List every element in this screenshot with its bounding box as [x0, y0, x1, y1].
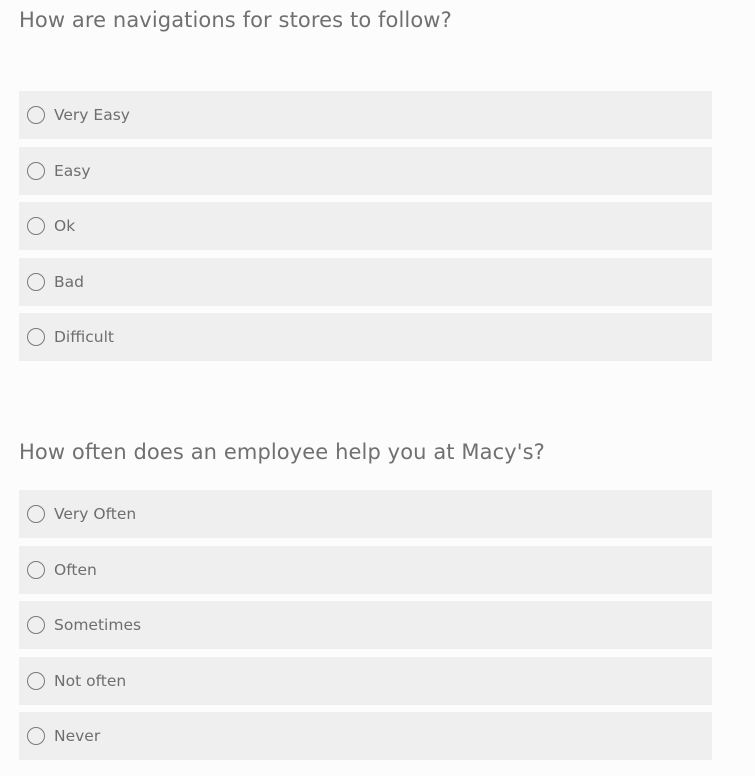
question-title-navigation: How are navigations for stores to follow? [19, 8, 452, 32]
radio-button-icon[interactable] [27, 727, 45, 745]
option-label: Never [54, 727, 101, 745]
radio-group-navigation [19, 91, 712, 369]
radio-button-icon[interactable] [27, 106, 45, 124]
radio-button-icon[interactable] [27, 505, 45, 523]
option-sometimes[interactable] [19, 601, 712, 649]
question-title-employee-help: How often does an employee help you at Macy's? [19, 440, 545, 464]
radio-button-icon[interactable] [27, 273, 45, 291]
option-label: Easy [54, 161, 91, 180]
option-label: Very Often [54, 505, 137, 523]
radio-button-icon[interactable] [27, 217, 45, 235]
radio-button-icon[interactable] [27, 561, 45, 579]
option-label: Difficult [54, 328, 114, 346]
radio-button-icon[interactable] [27, 672, 45, 690]
option-label: Sometimes [54, 616, 142, 634]
option-often[interactable] [19, 546, 712, 594]
option-very-often[interactable] [19, 490, 712, 538]
option-label: Ok [54, 217, 76, 235]
option-label: Bad [54, 272, 84, 291]
radio-button-icon[interactable] [27, 328, 45, 346]
radio-button-icon[interactable] [27, 616, 45, 634]
option-never[interactable] [19, 712, 712, 760]
option-label: Often [54, 560, 97, 579]
option-difficult[interactable] [19, 313, 712, 361]
option-not-often[interactable] [19, 657, 712, 705]
option-bad[interactable] [19, 258, 712, 306]
option-label: Very Easy [54, 106, 130, 124]
radio-button-icon[interactable] [27, 162, 45, 180]
option-ok[interactable] [19, 202, 712, 250]
option-very-easy[interactable] [19, 91, 712, 139]
option-easy[interactable] [19, 147, 712, 195]
option-label: Not often [54, 671, 127, 690]
radio-group-employee-help [19, 490, 712, 768]
